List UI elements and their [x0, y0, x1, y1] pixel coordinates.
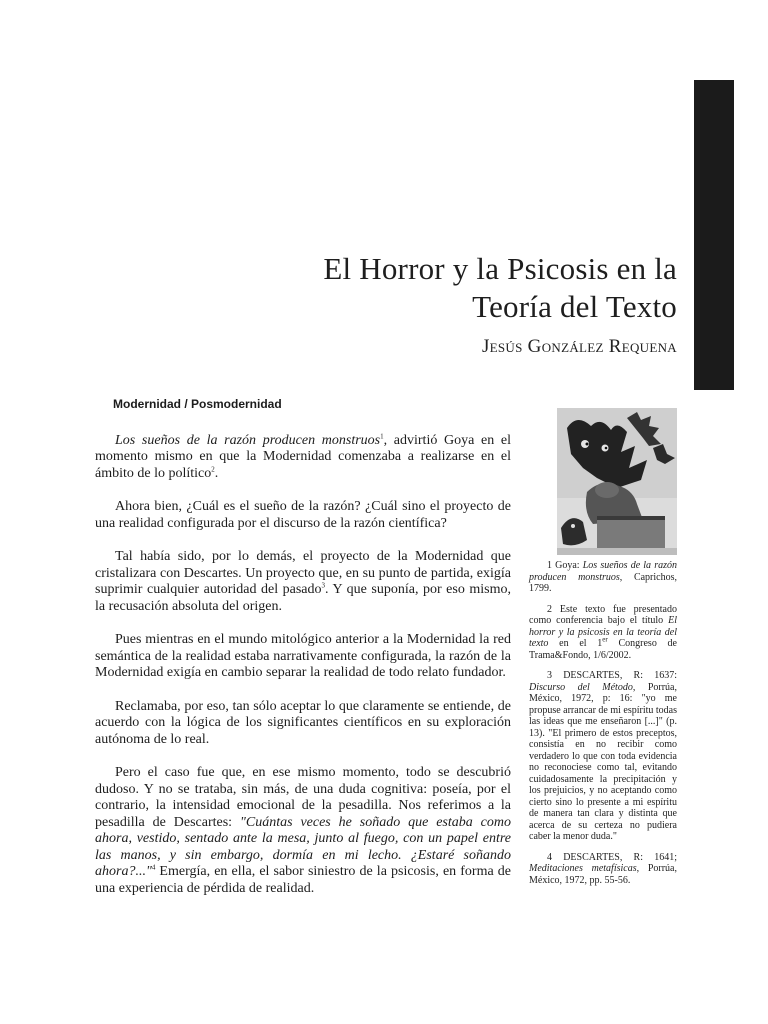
footnote-2-sup: er — [602, 635, 608, 644]
footnote-4-pre: 4 DESCARTES, R: 1641; — [547, 851, 677, 863]
footnote-ref-2: 2 — [211, 464, 215, 473]
footnote-1 — [529, 560, 677, 595]
footnote-1-italic: Los sueños de la razón producen monstruos — [529, 560, 677, 583]
paragraph-2: Ahora bien, ¿Cuál es el sueño de la razón? ¿Cuál sino el proyecto de una realidad configurada por el discurso de la razón científica? — [95, 499, 511, 531]
paragraph-6-text: Pero el caso fue que, en ese mismo momento, todo se descubrió dudoso. Y no se trataba, sin más, de una duda cognitiva: poseía, por el contrario, la intensidad emocional de la pesadilla. Nos referimos a la pesadilla de Descartes: — [95, 765, 511, 830]
paragraph-3-end: . Y que suponía, por eso mismo, la recusación absoluta del origen. — [95, 582, 512, 614]
paragraph-3 — [95, 549, 511, 615]
footnote-ref-1: 1 — [380, 431, 384, 440]
footnote-4-italic: Meditaciones metafísicas — [529, 863, 637, 874]
paragraph-5: Reclamaba, por eso, tan sólo aceptar lo que claramente se entiende, de acuerdo con la lógica de los significantes científicos en su exploración autónoma de lo real. — [95, 698, 511, 747]
footnote-2-post: Congreso de Trama&Fondo, 1/6/2002. — [529, 638, 677, 661]
footnote-4-post: , Porrúa, México, 1972, pp. 55-56. — [529, 863, 677, 886]
paragraph-1-text: , advirtió Goya en el momento mismo en que la Modernidad comenzaba a realizarse en el ámbito de lo político — [95, 432, 512, 481]
article-title-line-2: Teoría del Texto — [472, 289, 677, 324]
goya-quote: Los sueños de la razón producen monstruos — [115, 432, 381, 448]
section-heading: Modernidad / Posmodernidad — [113, 397, 282, 411]
footnote-2-pre: 2 Este texto fue presentado como conferencia bajo el título — [529, 603, 677, 626]
footnote-3 — [529, 670, 677, 843]
footnote-ref-4: 4 — [151, 863, 156, 872]
chapter-side-tab — [694, 80, 734, 390]
footnote-2-mid: en el 1 — [548, 638, 603, 649]
footnotes-column — [529, 560, 677, 895]
paragraph-3-text: Tal había sido, por lo demás, el proyecto de la Modernidad que cristalizara con Descartes. Un proyecto que, en su punto de partida, exigía suprimir cualquier autoridad del pasado — [95, 549, 511, 597]
main-column — [95, 396, 511, 914]
goya-etching-image — [557, 408, 677, 555]
article-header — [180, 250, 677, 358]
footnote-1-post: , Caprichos, 1799. — [529, 571, 677, 594]
paragraph-1-end: . — [214, 465, 219, 481]
footnote-4 — [529, 852, 677, 887]
article-author: Jesús González Requena — [481, 336, 677, 357]
footnote-ref-3: 3 — [321, 581, 326, 590]
footnote-3-italic: Discurso del Método — [529, 681, 633, 693]
footnote-1-pre: 1 Goya: — [547, 560, 583, 571]
paragraph-6 — [95, 765, 511, 897]
footnote-3-pre: 3 DESCARTES, R: 1637: — [547, 670, 677, 681]
footnote-2-italic: El horror y la psicosis en la teoría del texto — [529, 615, 677, 649]
paragraph-6-end: Emergía, en ella, el sabor siniestro de la psicosis, en forma de una experiencia de pérdida de realidad. — [95, 864, 511, 896]
paragraph-4: Pues mientras en el mundo mitológico anterior a la Modernidad la red semántica de la realidad estaba narrativamente configurada, la razón de la Modernidad exigía en cambio separar la realidad de todo relato fundador. — [95, 632, 511, 680]
footnote-2 — [529, 604, 677, 662]
footnote-3-post: , Porrúa, México, 1972, p: 16: "yo me propuse arrancar de mi espíritu todas las ideas que me enseñaron [...]" (p. 13). "El primero de estos preceptos, consistía en no recibir como verdadero lo que con toda evidencia no reconociese como tal, evitando cuidadosamente la precipitación y los prejuicios, y no aceptando como cierto sino lo presente a mi espíritu de manera tan clara y distinta que acerca de su certeza no pudiera caber la menor duda." — [529, 681, 678, 842]
paragraph-1 — [95, 433, 511, 483]
article-title-line-1: El Horror y la Psicosis en la — [323, 251, 677, 286]
descartes-quote: "Cuántas veces he soñado que estaba como ahora, vestido, sentado ante la mesa, junto al fuego, con un papel entre las manos, y sin embargo, dormía en mi lecho. ¿Estaré soñando ahora?..." — [95, 814, 511, 879]
